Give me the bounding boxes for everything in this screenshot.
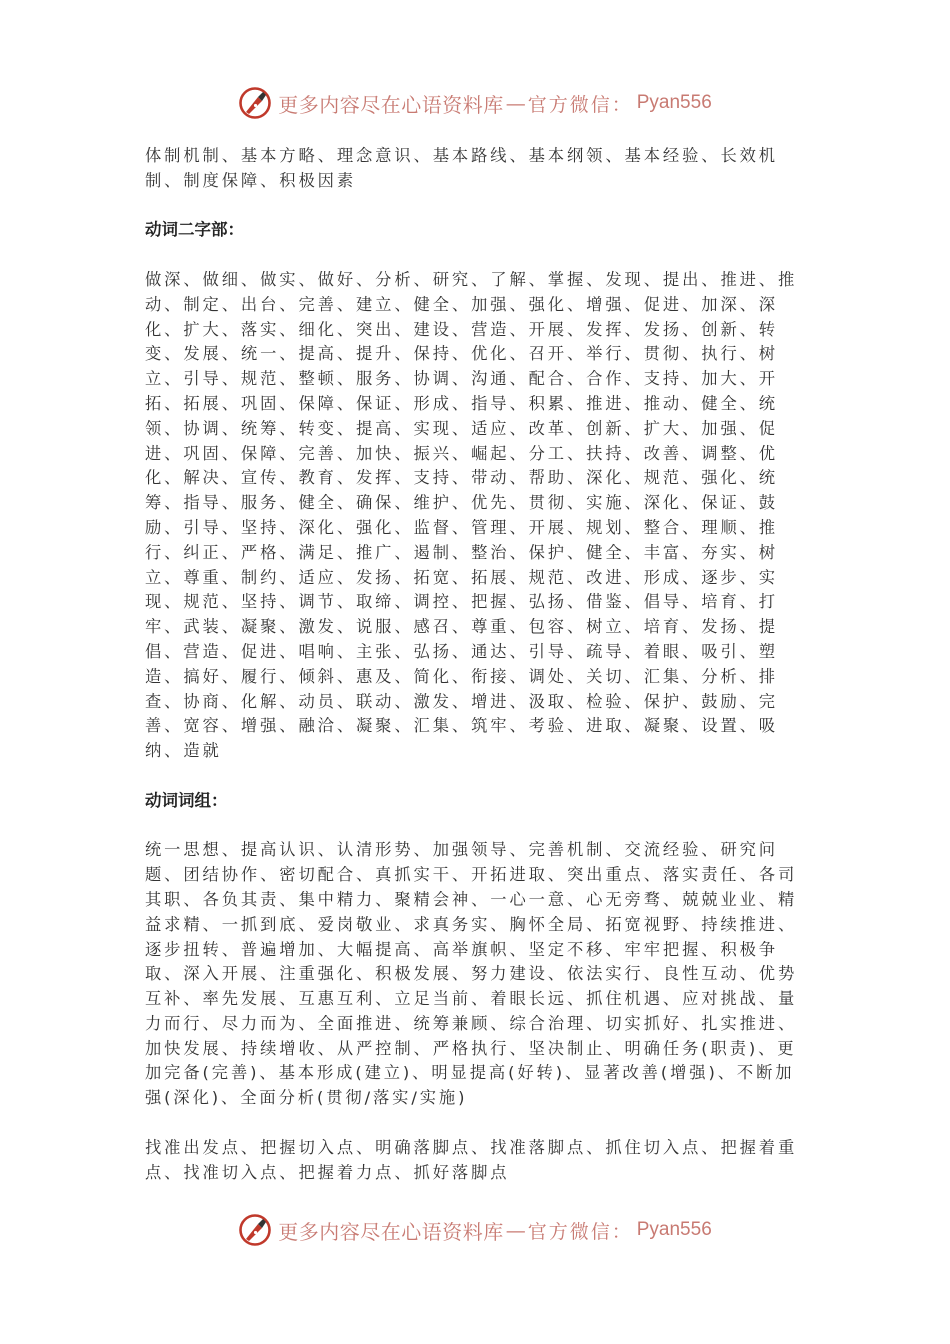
header-banner: [0, 83, 950, 123]
section-gap: [145, 194, 813, 219]
verb-phrases-paragraph: 统一思想、提高认识、认清形势、加强领导、完善机制、交流经验、研究问题、团结协作、密切配合、真抓实干、开拓进取、突出重点、落实责任、各司其职、各负其责、集中精力、聚精会神、一心一意、心无旁骛、兢兢业业、精益求精、一抓到底、爱岗敬业、求真务实、胸怀全局、拓宽视野、持续推进、逐步扭转、普遍增加、大幅提高、高举旗帜、坚定不移、牢牢把握、积极争取、深入开展、注重强化、积极发展、努力建设、依法实行、良性互动、优势互补、率先发展、互惠互利、立足当前、着眼长远、抓住机遇、应对挑战、量力而行、尽力而为、全面推进、统筹兼顾、综合治理、切实抓好、扎实推进、加快发展、持续增收、从严控制、严格执行、坚决制止、明确任务(职责)、更加完备(完善)、基本形成(建立)、明显提高(好转)、显著改善(增强)、不断加强(深化)、全面分析(贯彻/落实/实施): [145, 840, 798, 1108]
pen-nib-logo-icon: [238, 1213, 272, 1247]
document-body: [145, 144, 813, 1185]
pen-nib-logo-icon: [238, 86, 272, 120]
section-gap: [145, 814, 813, 839]
footer-banner: [0, 1210, 950, 1250]
section-gap: [145, 764, 813, 789]
focus-points-paragraph: 找准出发点、把握切入点、明确落脚点、找准落脚点、抓住切入点、把握着重点、找准切入点、把握着力点、抓好落脚点: [145, 1137, 798, 1182]
banner-title: 更多内容尽在心语资料库: [278, 1219, 504, 1244]
verbs-two-char-paragraph: 做深、做细、做实、做好、分析、研究、了解、掌握、发现、提出、推进、推动、制定、出台、完善、建立、健全、加强、强化、增强、促进、加深、深化、扩大、落实、细化、突出、建设、营造、开展、发挥、发扬、创新、转变、发展、统一、提高、提升、保持、优化、召开、举行、贯彻、执行、树立、引导、规范、整顿、服务、协调、沟通、配合、合作、支持、加大、开拓、拓展、巩固、保障、保证、形成、指导、积累、推进、推动、健全、统领、协调、统筹、转变、提高、实现、适应、改革、创新、扩大、加强、促进、巩固、保障、完善、加快、振兴、崛起、分工、扶持、改善、调整、优化、解决、宣传、教育、发挥、支持、带动、帮助、深化、规范、强化、统筹、指导、服务、健全、确保、维护、优先、贯彻、实施、深化、保证、鼓励、引导、坚持、深化、强化、监督、管理、开展、规划、整合、理顺、推行、纠正、严格、满足、推广、遏制、整治、保护、健全、丰富、夯实、树立、尊重、制约、适应、发扬、拓宽、拓展、规范、改进、形成、逐步、实现、规范、坚持、调节、取缔、调控、把握、弘扬、借鉴、倡导、培育、打牢、武装、凝聚、激发、说服、感召、尊重、包容、树立、培育、发扬、提倡、营造、促进、唱响、主张、弘扬、通达、引导、疏导、着眼、吸引、塑造、搞好、履行、倾斜、惠及、简化、衔接、调处、关切、汇集、分析、排查、协商、化解、动员、联动、激发、增进、汲取、检验、保护、鼓励、完善、宽容、增强、融洽、凝聚、汇集、筑牢、考验、进取、凝聚、设置、吸纳、造就: [145, 269, 798, 761]
section-gap: [145, 243, 813, 268]
banner-title: 更多内容尽在心语资料库: [278, 92, 504, 117]
section-gap: [145, 1111, 813, 1136]
verbs-two-char-heading: 动词二字部：: [145, 220, 244, 240]
verb-phrases-heading: 动词词组：: [145, 790, 228, 810]
intro-paragraph: 体制机制、基本方略、理念意识、基本路线、基本纲领、基本经验、长效机制、制度保障、积极因素: [145, 146, 778, 190]
banner-separator: —: [505, 91, 526, 115]
banner-wechat-label: 官方微信：: [527, 1220, 633, 1243]
banner-wechat-id: Pyan556: [636, 92, 712, 113]
banner-wechat-id: Pyan556: [636, 1219, 712, 1240]
banner-wechat-label: 官方微信：: [527, 93, 633, 116]
banner-separator: —: [505, 1218, 526, 1242]
